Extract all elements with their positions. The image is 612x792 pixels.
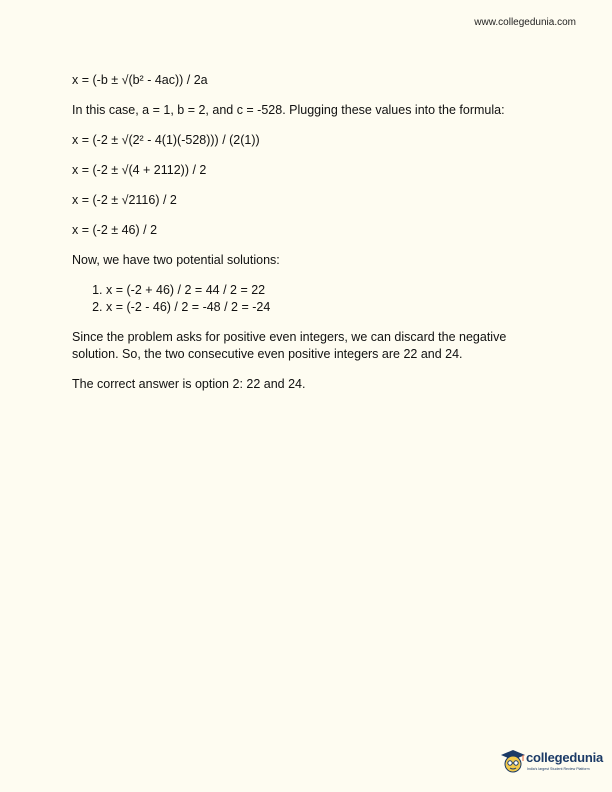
equation-step: x = (-2 ± 46) / 2 (72, 223, 158, 237)
equation-step: x = (-2 ± √(2² - 4(1)(-528))) / (2(1)) (72, 133, 260, 147)
discard-paragraph: Since the problem asks for positive even integers, we can discard the negative solution. So, the two consecutive even positive integers are 22 and 24. (72, 330, 507, 361)
solutions-list (72, 282, 532, 316)
equation-step: x = (-2 ± √2116) / 2 (72, 193, 177, 207)
solution-item: 1. x = (-2 + 46) / 2 = 44 / 2 = 22 (106, 282, 532, 299)
intro-paragraph: In this case, a = 1, b = 2, and c = -528. Plugging these values into the formula: (72, 103, 505, 117)
collegedunia-logo (500, 748, 610, 778)
solution-item: 2. x = (-2 - 46) / 2 = -48 / 2 = -24 (106, 299, 532, 316)
graduate-mascot-icon (500, 748, 526, 774)
answer-paragraph: The correct answer is option 2: 22 and 24. (72, 377, 306, 391)
logo-name: collegedunia (526, 750, 604, 765)
logo-tagline: India's largest Student Review Platform (527, 767, 590, 771)
equation-step: x = (-2 ± √(4 + 2112)) / 2 (72, 163, 207, 177)
document-content (72, 72, 532, 406)
quadratic-formula: x = (-b ± √(b² - 4ac)) / 2a (72, 73, 208, 87)
solutions-intro: Now, we have two potential solutions: (72, 253, 280, 267)
header-url: www.collegedunia.com (474, 17, 576, 28)
